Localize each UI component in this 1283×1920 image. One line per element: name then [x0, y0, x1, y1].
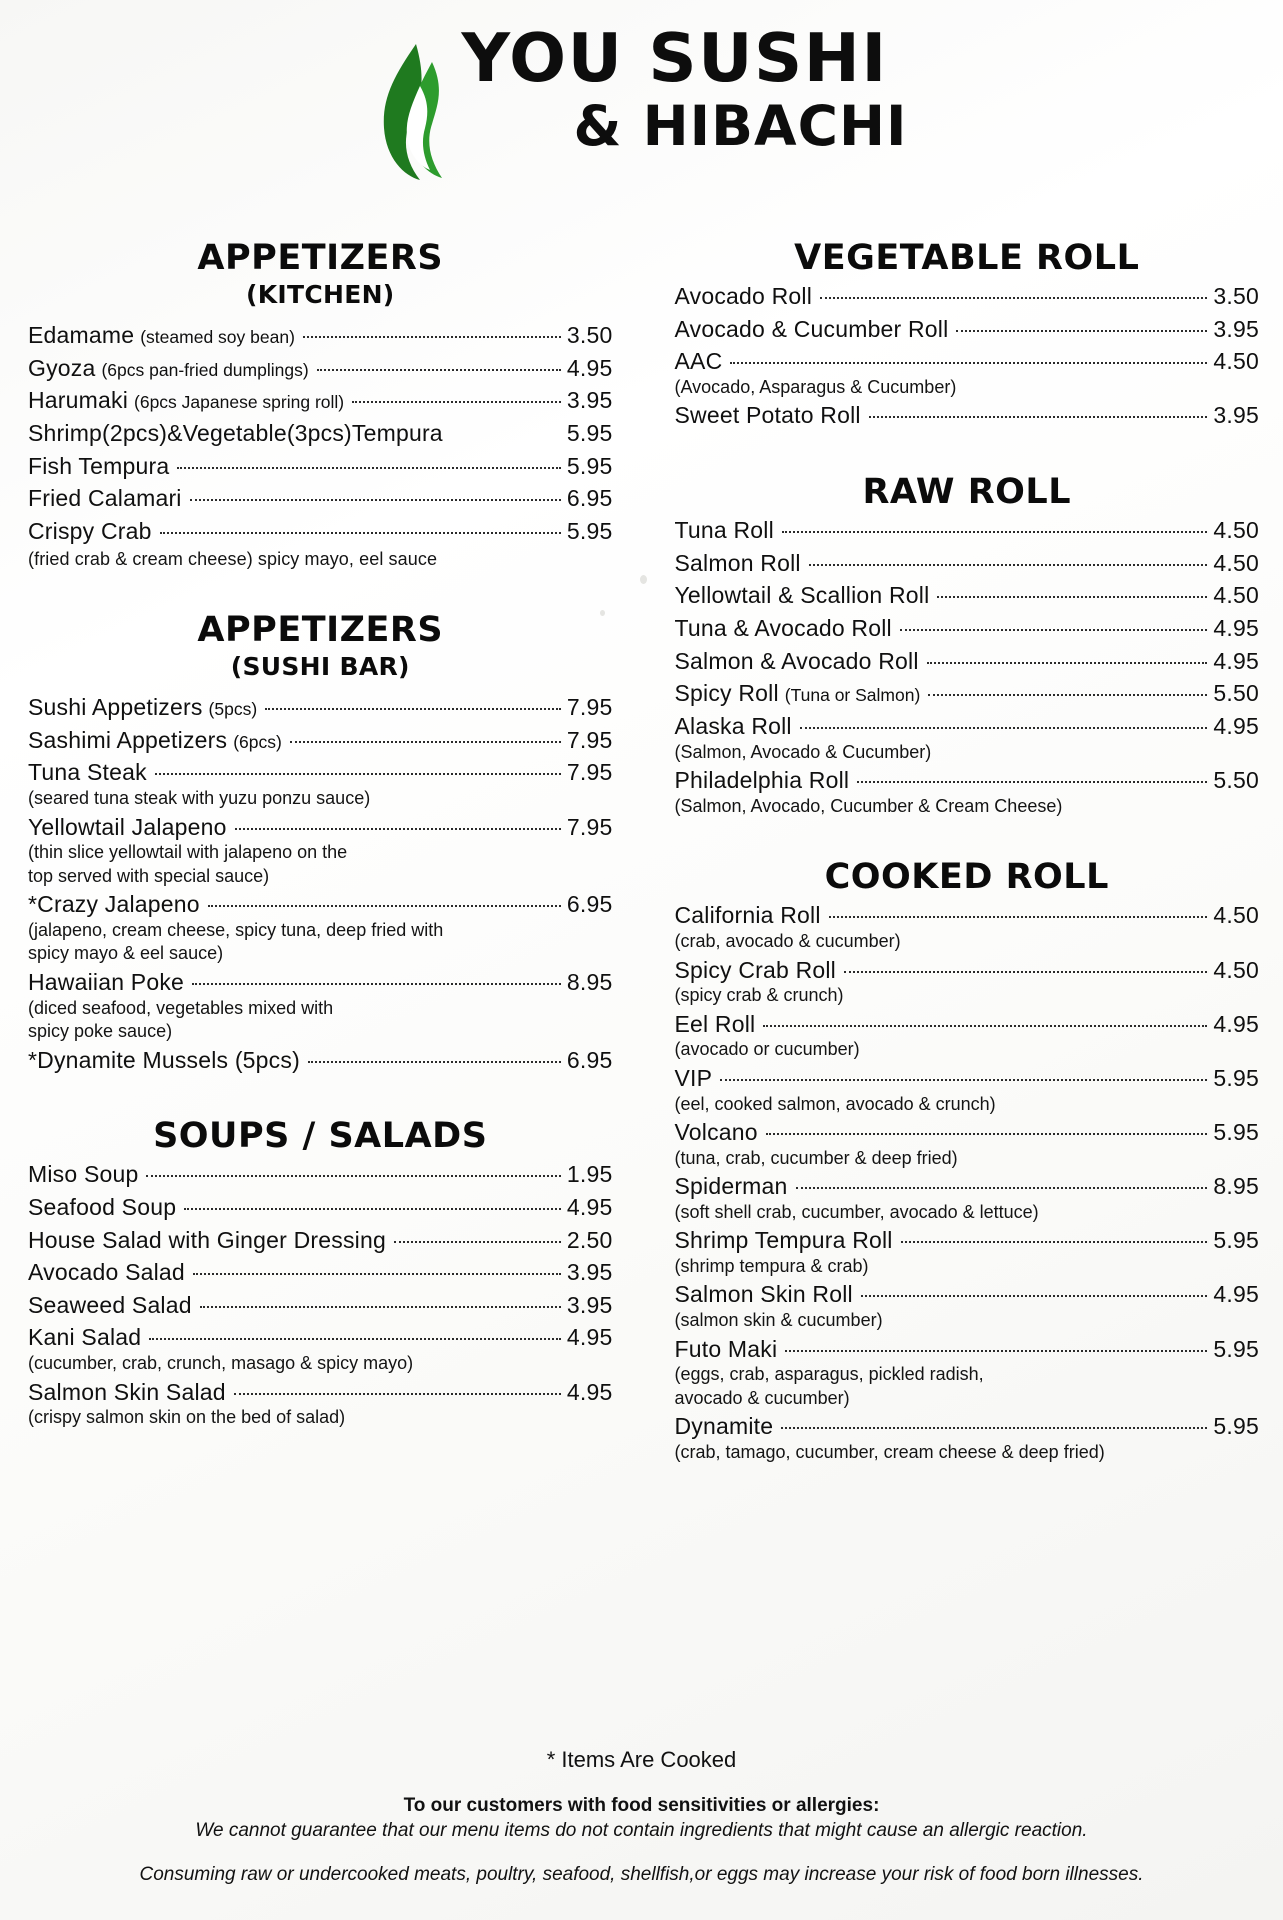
menu-item: [28, 482, 613, 515]
menu-item-name: House Salad with Ginger Dressing: [28, 1226, 386, 1253]
menu-item-description: (Avocado, Asparagus & Cucumber): [674, 376, 957, 397]
menu-item-description: (spicy crab & crunch): [674, 985, 844, 1006]
menu-item-price: 3.95: [566, 1291, 613, 1318]
menu-item: [28, 1044, 613, 1077]
menu-item-qty: (Tuna or Salmon): [784, 685, 921, 706]
menu-item-price: 2.50: [566, 1226, 613, 1253]
leader-dots: [766, 1133, 1208, 1135]
menu-item-qty: (6pcs Japanese spring roll): [134, 392, 345, 413]
leader-dots: [303, 336, 561, 338]
menu-item-description: (crispy salmon skin on the bed of salad): [28, 1407, 346, 1428]
menu-item-price: 3.50: [1213, 283, 1259, 309]
menu-item: [675, 1170, 1260, 1203]
menu-item-name: Alaska Roll: [674, 713, 792, 740]
menu-item-name: Salmon Skin Salad: [28, 1378, 226, 1405]
menu-item: [28, 1376, 613, 1409]
menu-item-description: (avocado or cucumber): [674, 1039, 860, 1060]
leader-dots: [809, 564, 1208, 566]
menu-item-qty: (6pcs): [233, 731, 282, 752]
menu-item-price: 3.95: [566, 387, 613, 414]
menu-item-name: Fried Calamari: [28, 485, 182, 512]
menu-item-price: 5.95: [1213, 1335, 1259, 1362]
menu-item-price: 3.50: [566, 322, 613, 348]
menu-item-name: *Crazy Jalapeno: [28, 891, 200, 918]
leader-dots: [265, 708, 561, 710]
menu-item: [28, 417, 613, 450]
leader-dots: [352, 401, 561, 403]
menu-item-name: Avocado Salad: [28, 1259, 185, 1286]
menu-item-description: spicy poke sauce): [28, 1021, 173, 1042]
menu-item-name: Futo Maki: [674, 1335, 778, 1362]
leader-dots: [937, 596, 1207, 598]
menu-item-name: Crispy Crab: [28, 517, 152, 544]
menu-item: [28, 811, 613, 844]
leader-dots: [720, 1079, 1207, 1081]
leader-dots: [829, 916, 1208, 918]
menu-item-name: Yellowtail & Scallion Roll: [674, 582, 930, 609]
menu-item-price: 4.95: [1213, 615, 1259, 642]
menu-body: [0, 202, 1283, 1465]
menu-item-name: Spiderman: [674, 1173, 788, 1200]
menu-item-name: Sushi Appetizers: [28, 694, 203, 721]
leader-dots: [763, 1025, 1207, 1027]
menu-item: [28, 384, 613, 417]
leader-dots: [782, 531, 1208, 533]
menu-item: [675, 514, 1260, 547]
menu-item-name: Kani Salad: [28, 1324, 142, 1351]
menu-item-price: 4.95: [1213, 713, 1259, 740]
section-title: APPETIZERS: [197, 610, 444, 651]
menu-item: [675, 612, 1260, 645]
menu-item-description: (seared tuna steak with yuzu ponzu sauce): [28, 788, 371, 809]
leader-dots: [193, 1273, 561, 1275]
leader-dots: [149, 1338, 561, 1340]
menu-item: [28, 1256, 613, 1289]
menu-item-description: spicy mayo & eel sauce): [28, 943, 224, 964]
menu-item-name: Miso Soup: [28, 1161, 139, 1188]
menu-item-description: (crab, avocado & cucumber): [674, 931, 901, 952]
section-vegetable-roll: [675, 238, 1260, 432]
menu-item-price: 4.50: [1213, 902, 1259, 929]
menu-item-description: (soft shell crab, cucumber, avocado & lettuce): [674, 1201, 1039, 1222]
menu-item: [675, 345, 1260, 378]
menu-item-price: 7.95: [566, 759, 613, 786]
menu-item-name: Avocado & Cucumber Roll: [674, 315, 949, 342]
menu-item-name: Tuna & Avocado Roll: [674, 615, 892, 642]
menu-item: [28, 1289, 613, 1322]
menu-item-name: Sweet Potato Roll: [674, 402, 861, 429]
leader-dots: [208, 905, 561, 907]
menu-item-description: (diced seafood, vegetables mixed with: [28, 997, 334, 1018]
menu-item-name: Seaweed Salad: [28, 1291, 192, 1318]
menu-item-name: Harumaki: [28, 387, 129, 414]
menu-item-name: Edamame: [28, 322, 135, 348]
section-title: SOUPS / SALADS: [153, 1116, 488, 1157]
menu-item-description: (eel, cooked salmon, avocado & crunch): [674, 1093, 996, 1114]
menu-item: [675, 399, 1260, 432]
menu-item-name: Tuna Steak: [28, 759, 147, 786]
menu-item-price: 4.50: [1213, 549, 1259, 576]
menu-item: [675, 1410, 1260, 1443]
menu-item-name: VIP: [674, 1064, 713, 1091]
menu-item-price: 3.95: [1213, 315, 1259, 342]
menu-item: [675, 1062, 1260, 1095]
leader-dots: [956, 330, 1207, 332]
menu-item-name: Salmon Skin Roll: [674, 1281, 853, 1308]
leader-dots: [146, 1175, 560, 1177]
menu-item-price: 5.95: [1213, 1413, 1259, 1440]
leader-dots: [290, 741, 561, 743]
menu-item: [675, 1278, 1260, 1311]
menu-item-price: 6.95: [566, 1046, 613, 1073]
menu-item-price: 5.95: [1213, 1227, 1259, 1254]
leader-dots: [317, 369, 561, 371]
menu-item-price: 4.95: [1213, 1010, 1259, 1037]
menu-item-name: California Roll: [674, 902, 821, 929]
allergy-heading: To our customers with food sensitivities or allergies:: [403, 1795, 880, 1816]
menu-item: [28, 1321, 613, 1354]
menu-item-price: 7.95: [566, 726, 613, 753]
menu-item: [675, 579, 1260, 612]
menu-item-name: Seafood Soup: [28, 1193, 177, 1220]
menu-item-description: (Salmon, Avocado & Cucumber): [674, 741, 932, 762]
menu-item: [675, 899, 1260, 932]
menu-item: [28, 888, 613, 921]
menu-item-price: 4.50: [1213, 348, 1259, 375]
menu-item-price: 5.95: [566, 517, 613, 544]
menu-item: [28, 450, 613, 483]
menu-item: [28, 352, 613, 385]
leader-dots: [785, 1350, 1207, 1352]
cooked-items-note: * Items Are Cooked: [546, 1747, 737, 1772]
leader-dots: [796, 1187, 1208, 1189]
menu-item-description: (cucumber, crab, crunch, masago & spicy mayo): [28, 1353, 414, 1374]
menu-item-name: Shrimp(2pcs)&Vegetable(3pcs)Tempura: [28, 419, 443, 446]
menu-item-price: 1.95: [566, 1161, 613, 1188]
section-title: RAW ROLL: [862, 472, 1072, 513]
logo: [376, 19, 908, 202]
menu-item-description: (eggs, crab, asparagus, pickled radish,: [674, 1364, 984, 1385]
menu-item: [28, 1224, 613, 1257]
menu-item-name: Fish Tempura: [28, 452, 170, 479]
menu-item-description: top served with special sauce): [28, 865, 270, 886]
menu-item: [675, 1008, 1260, 1041]
leader-dots: [869, 416, 1208, 418]
menu-item-name: *Dynamite Mussels (5pcs): [28, 1046, 300, 1073]
allergy-text: We cannot guarantee that our menu items do not contain ingredients that might cause an allergic reaction.: [195, 1820, 1088, 1841]
menu-item-description: (thin slice yellowtail with jalapeno on the: [28, 842, 348, 863]
menu-item-qty: (6pcs pan-fried dumplings): [101, 359, 309, 380]
leader-dots: [820, 297, 1207, 299]
menu-item-price: 4.95: [1213, 647, 1259, 674]
leader-dots: [901, 1241, 1208, 1243]
leader-dots: [857, 781, 1207, 783]
section-raw-roll: [675, 472, 1260, 817]
menu-item: [28, 319, 613, 352]
menu-item-description: (jalapeno, cream cheese, spicy tuna, deep fried with: [28, 919, 444, 940]
menu-item-price: 4.95: [1213, 1281, 1259, 1308]
menu-item: [675, 677, 1260, 710]
menu-item-price: 6.95: [566, 891, 613, 918]
menu-item: [675, 313, 1260, 346]
green-flame-icon: [376, 42, 456, 202]
menu-item-name: Spicy Crab Roll: [674, 956, 836, 983]
leader-dots: [192, 983, 561, 985]
menu-item-name: Philadelphia Roll: [674, 767, 850, 794]
menu-item-description: (shrimp tempura & crab): [674, 1255, 869, 1276]
menu-item-name: Hawaiian Poke: [28, 968, 185, 995]
section-soups-salads: [28, 1116, 613, 1429]
section-subtitle: (KITCHEN): [245, 280, 395, 309]
leader-dots: [730, 362, 1207, 364]
section-title: COOKED ROLL: [824, 857, 1109, 898]
menu-item-price: 6.95: [566, 485, 613, 512]
section-appetizers-kitchen: [28, 238, 613, 570]
menu-item-qty: (5pcs): [208, 699, 258, 720]
section-appetizers-sushi-bar: [28, 610, 613, 1076]
menu-item: [675, 710, 1260, 743]
menu-item: [675, 1224, 1260, 1257]
menu-item-name: Volcano: [674, 1119, 758, 1145]
menu-item-price: 5.95: [566, 452, 613, 479]
brand-line-2: & HIBACHI: [573, 93, 908, 158]
section-title: VEGETABLE ROLL: [794, 238, 1140, 278]
menu-item-qty: (steamed soy bean): [140, 327, 295, 347]
menu-column-right: [657, 238, 1260, 1465]
brand-line-1: YOU SUSHI: [461, 19, 888, 97]
leader-dots: [927, 662, 1208, 664]
leader-dots: [394, 1241, 561, 1243]
menu-item-price: 7.95: [566, 813, 613, 840]
menu-item-price: 5.50: [1213, 680, 1259, 707]
menu-item-name: Eel Roll: [674, 1010, 756, 1037]
menu-item-price: 4.50: [1213, 517, 1259, 544]
section-subtitle: (SUSHI BAR): [230, 652, 410, 682]
menu-item-price: 8.95: [566, 968, 613, 995]
menu-item: [28, 1191, 613, 1224]
menu-item-price: 5.95: [566, 419, 613, 446]
menu-item: [675, 1116, 1260, 1149]
menu-item-description: (salmon skin & cucumber): [674, 1310, 883, 1331]
menu-item-name: Tuna Roll: [674, 517, 774, 544]
menu-header: [0, 0, 1283, 202]
leader-dots: [160, 532, 561, 534]
menu-item: [675, 764, 1260, 797]
menu-item-name: Spicy Roll: [674, 680, 779, 707]
raw-warning-text: Consuming raw or undercooked meats, poultry, seafood, shellfish,or eggs may increase your risk of food born illnesses.: [139, 1864, 1144, 1885]
menu-item-description: (tuna, crab, cucumber & deep fried): [674, 1147, 958, 1168]
menu-item-description: avocado & cucumber): [674, 1387, 850, 1408]
menu-item-name: Shrimp Tempura Roll: [674, 1227, 893, 1254]
menu-item: [28, 515, 613, 548]
menu-item: [28, 756, 613, 789]
leader-dots: [800, 727, 1208, 729]
leader-dots: [177, 467, 561, 469]
menu-item-price: 4.50: [1213, 582, 1259, 609]
menu-item: [28, 691, 613, 724]
menu-item-name: Yellowtail Jalapeno: [28, 813, 227, 840]
menu-item: [675, 280, 1260, 313]
menu-item-price: 5.50: [1213, 767, 1259, 794]
menu-item: [675, 1333, 1260, 1366]
menu-item-description: (crab, tamago, cucumber, cream cheese & deep fried): [674, 1441, 1105, 1462]
leader-dots: [184, 1208, 561, 1210]
menu-item-price: 4.95: [566, 354, 613, 381]
menu-item-price: 3.95: [1213, 402, 1259, 429]
section-title: APPETIZERS: [197, 238, 444, 278]
menu-item-price: 5.95: [1213, 1064, 1259, 1091]
leader-dots: [234, 1393, 561, 1395]
leader-dots: [155, 773, 561, 775]
menu-item-price: 4.95: [566, 1324, 613, 1351]
leader-dots: [235, 828, 561, 830]
section-note: (fried crab & cream cheese) spicy mayo, eel sauce: [28, 548, 438, 569]
menu-item-price: 3.95: [566, 1259, 613, 1286]
leader-dots: [781, 1427, 1207, 1429]
menu-item: [28, 724, 613, 757]
menu-item-name: Salmon Roll: [674, 549, 801, 576]
leader-dots: [200, 1306, 561, 1308]
menu-item-name: Salmon & Avocado Roll: [674, 647, 919, 674]
leader-dots: [928, 694, 1207, 696]
menu-item: [675, 547, 1260, 580]
leader-dots: [190, 499, 561, 501]
menu-column-left: [24, 238, 613, 1465]
menu-item-name: Dynamite: [674, 1413, 774, 1440]
leader-dots: [308, 1061, 561, 1063]
menu-item-price: 4.95: [566, 1193, 613, 1220]
menu-item-name: AAC: [674, 348, 723, 375]
menu-item: [28, 1158, 613, 1191]
leader-dots: [900, 629, 1208, 631]
menu-item-name: Avocado Roll: [674, 283, 813, 309]
menu-item-price: 4.50: [1213, 956, 1259, 983]
menu-item-name: Gyoza: [28, 354, 96, 381]
menu-item-price: 7.95: [566, 694, 613, 721]
menu-item-name: Sashimi Appetizers: [28, 726, 228, 753]
menu-item-price: 5.95: [1213, 1119, 1259, 1145]
leader-dots: [861, 1295, 1208, 1297]
menu-item: [28, 966, 613, 999]
menu-item-price: 8.95: [1213, 1173, 1259, 1200]
menu-item-description: (Salmon, Avocado, Cucumber & Cream Cheese): [674, 795, 1063, 816]
menu-footer: [0, 1747, 1283, 1886]
menu-item: [675, 954, 1260, 987]
section-cooked-roll: [675, 857, 1260, 1463]
menu-item: [675, 645, 1260, 678]
leader-dots: [844, 971, 1207, 973]
menu-item-price: 4.95: [566, 1378, 613, 1405]
